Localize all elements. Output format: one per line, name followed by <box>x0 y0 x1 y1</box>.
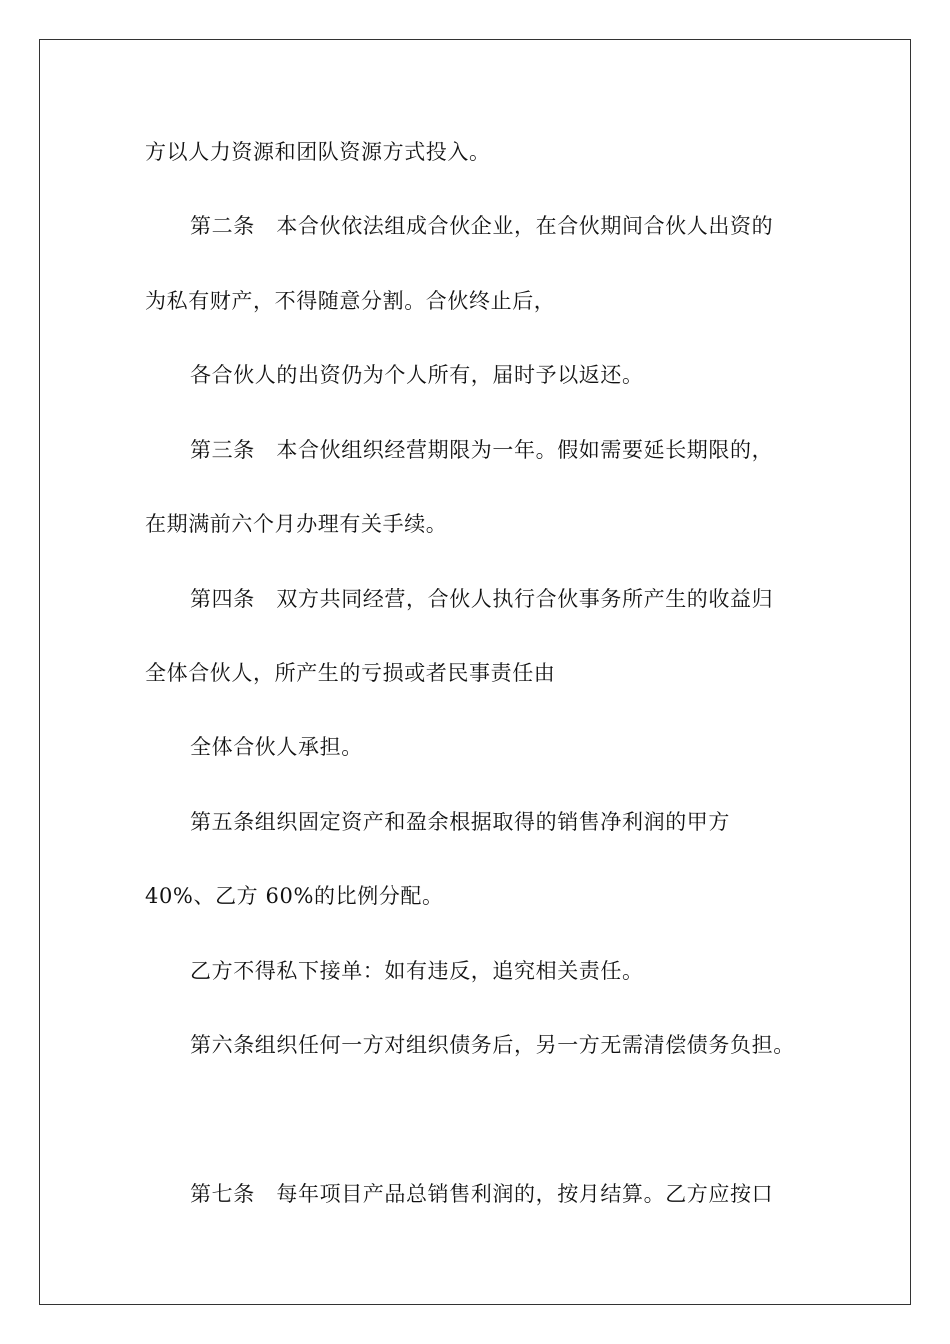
text-line-7: 第四条 双方共同经营，合伙人执行合伙事务所产生的收益归 <box>190 587 774 611</box>
text-line-1: 方以人力资源和团队资源方式投入。 <box>145 140 491 164</box>
text-line-14: 第七条 每年项目产品总销售利润的，按月结算。乙方应按口 <box>190 1182 774 1206</box>
text-line-3: 为私有财产，不得随意分割。合伙终止后， <box>145 289 556 313</box>
text-line-5: 第三条 本合伙组织经营期限为一年。假如需要延长期限的， <box>190 438 774 462</box>
text-line-9: 全体合伙人承担。 <box>190 735 363 759</box>
text-line-13: 第六条组织任何一方对组织债务后，另一方无需清偿债务负担。 <box>190 1033 795 1057</box>
text-line-8: 全体合伙人，所产生的亏损或者民事责任由 <box>145 661 556 685</box>
text-line-12: 乙方不得私下接单：如有违反，追究相关责任。 <box>190 959 644 983</box>
text-line-2: 第二条 本合伙依法组成合伙企业，在合伙期间合伙人出资的 <box>190 214 774 238</box>
text-line-11: 40%、乙方 60%的比例分配。 <box>145 884 444 908</box>
text-line-6: 在期满前六个月办理有关手续。 <box>145 512 448 536</box>
text-line-4: 各合伙人的出资仍为个人所有，届时予以返还。 <box>190 363 644 387</box>
text-line-10: 第五条组织固定资产和盈余根据取得的销售净利润的甲方 <box>190 810 730 834</box>
